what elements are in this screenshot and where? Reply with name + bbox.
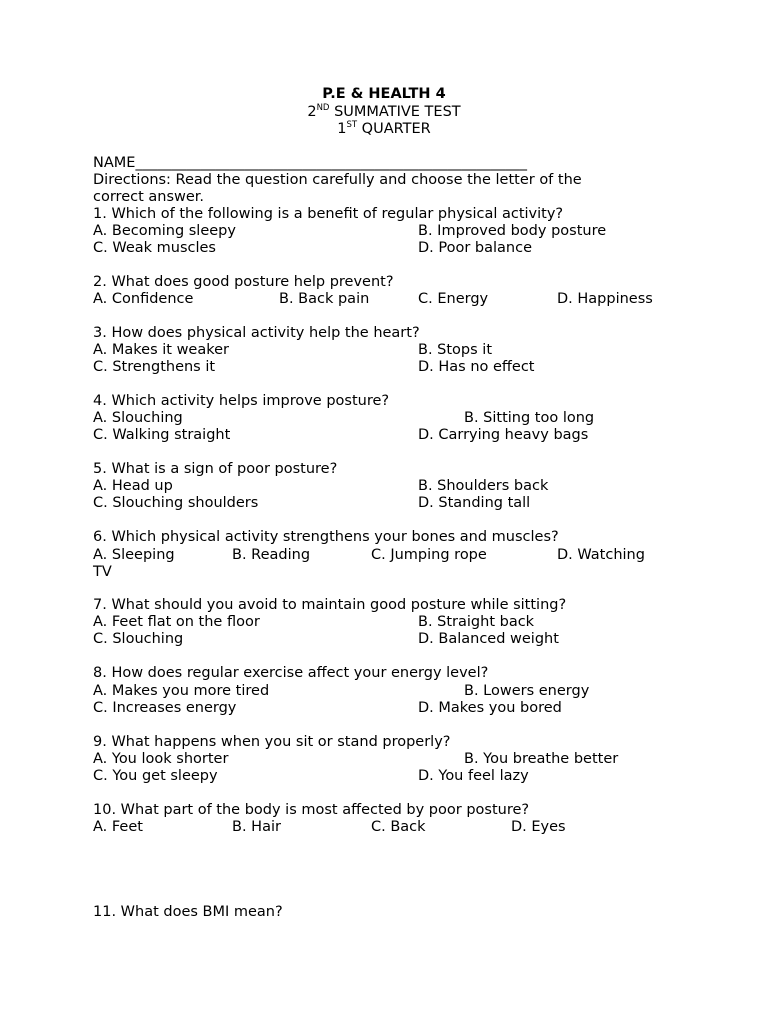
- question-1: 1. Which of the following is a benefit of regular physical activity?: [93, 206, 564, 222]
- q1-option-b: B. Improved body posture: [418, 223, 607, 239]
- q3-option-c: C. Strengthens it: [93, 359, 216, 375]
- test-number: 2: [307, 104, 317, 120]
- question-11: 11. What does BMI mean?: [93, 904, 283, 920]
- q7-option-c: C. Slouching: [93, 631, 184, 647]
- q8-option-c: C. Increases energy: [93, 700, 237, 716]
- q3-option-d: D. Has no effect: [418, 359, 535, 375]
- q2-option-c: C. Energy: [418, 291, 489, 307]
- q1-option-a: A. Becoming sleepy: [93, 223, 236, 239]
- question-9: 9. What happens when you sit or stand properly?: [93, 734, 451, 750]
- q2-option-b: B. Back pain: [279, 291, 370, 307]
- q9-option-c: C. You get sleepy: [93, 768, 218, 784]
- question-10: 10. What part of the body is most affected by poor posture?: [93, 802, 530, 818]
- test-title: P.E & HEALTH 4: [322, 86, 446, 102]
- quarter-label: [0, 121, 768, 137]
- question-7: 7. What should you avoid to maintain good posture while sitting?: [93, 597, 567, 613]
- q5-option-c: C. Slouching shoulders: [93, 495, 259, 511]
- question-4: 4. Which activity helps improve posture?: [93, 393, 390, 409]
- q9-option-d: D. You feel lazy: [418, 768, 529, 784]
- directions-line-2: correct answer.: [93, 189, 205, 205]
- directions-line-1: Directions: Read the question carefully and choose the letter of the: [93, 172, 582, 188]
- quarter-text: QUARTER: [357, 121, 431, 137]
- question-3: 3. How does physical activity help the heart?: [93, 325, 420, 341]
- q6-option-d: D. Watching: [557, 547, 645, 563]
- q6-option-d-wrap: TV: [93, 564, 112, 580]
- q1-option-c: C. Weak muscles: [93, 240, 216, 256]
- q4-option-d: D. Carrying heavy bags: [418, 427, 589, 443]
- q6-option-a: A. Sleeping: [93, 547, 175, 563]
- q3-option-b: B. Stops it: [418, 342, 493, 358]
- q7-option-a: A. Feet flat on the floor: [93, 614, 260, 630]
- q4-option-c: C. Walking straight: [93, 427, 231, 443]
- q4-option-a: A. Slouching: [93, 410, 183, 426]
- quarter-number: 1: [337, 121, 347, 137]
- q10-option-a: A. Feet: [93, 819, 143, 835]
- q6-option-c: C. Jumping rope: [371, 547, 487, 563]
- q9-option-b: B. You breathe better: [464, 751, 619, 767]
- test-label: SUMMATIVE TEST: [329, 104, 461, 120]
- q6-option-b: B. Reading: [232, 547, 311, 563]
- name-field[interactable]: NAME______________________________________________________: [93, 155, 527, 171]
- question-5: 5. What is a sign of poor posture?: [93, 461, 338, 477]
- q7-option-d: D. Balanced weight: [418, 631, 559, 647]
- question-2: 2. What does good posture help prevent?: [93, 274, 394, 290]
- q10-option-c: C. Back: [371, 819, 426, 835]
- q2-option-a: A. Confidence: [93, 291, 194, 307]
- test-subtitle: [0, 104, 768, 120]
- q8-option-d: D. Makes you bored: [418, 700, 562, 716]
- q5-option-a: A. Head up: [93, 478, 173, 494]
- q1-option-d: D. Poor balance: [418, 240, 533, 256]
- q5-option-b: B. Shoulders back: [418, 478, 549, 494]
- q8-option-a: A. Makes you more tired: [93, 683, 270, 699]
- q2-option-d: D. Happiness: [557, 291, 653, 307]
- q10-option-d: D. Eyes: [511, 819, 566, 835]
- quarter-number-suffix: ST: [346, 120, 358, 130]
- q7-option-b: B. Straight back: [418, 614, 535, 630]
- q9-option-a: A. You look shorter: [93, 751, 229, 767]
- question-8: 8. How does regular exercise affect your energy level?: [93, 665, 489, 681]
- question-6: 6. Which physical activity strengthens your bones and muscles?: [93, 529, 559, 545]
- q8-option-b: B. Lowers energy: [464, 683, 590, 699]
- q5-option-d: D. Standing tall: [418, 495, 531, 511]
- q10-option-b: B. Hair: [232, 819, 281, 835]
- test-number-suffix: ND: [316, 103, 330, 113]
- q3-option-a: A. Makes it weaker: [93, 342, 229, 358]
- q4-option-b: B. Sitting too long: [464, 410, 595, 426]
